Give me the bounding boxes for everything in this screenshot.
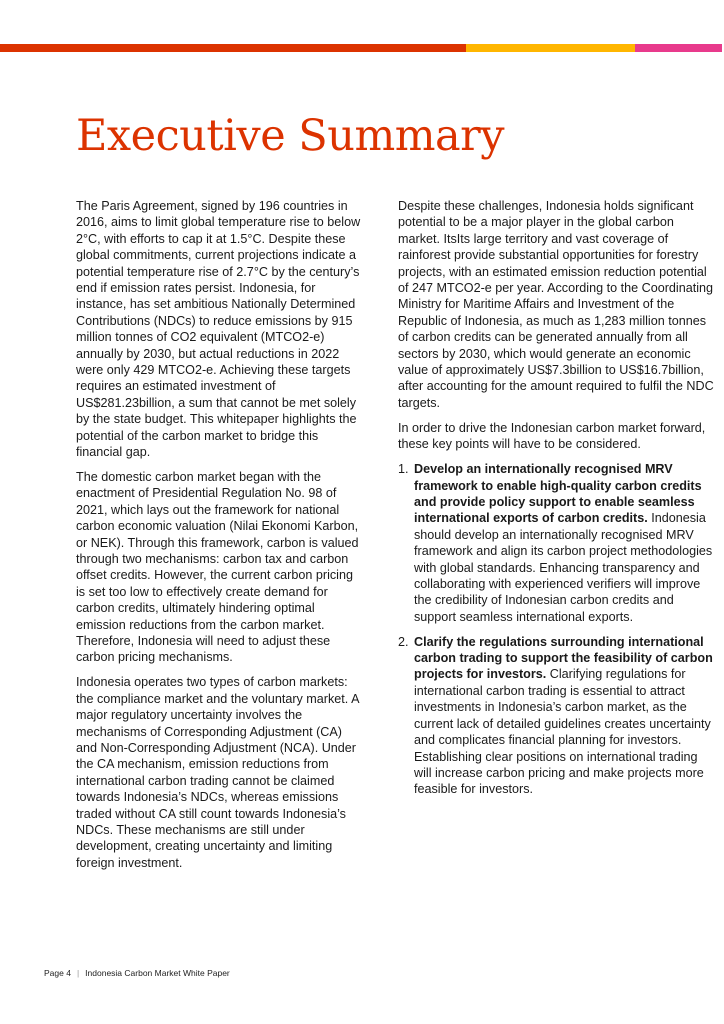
left-column <box>76 198 361 880</box>
key-point-number: 2. <box>398 634 409 649</box>
key-point-body: Indonesia should develop an internationally recognised MRV framework and align its carbon project methodologies with global standards. Enhancing transparency and collaborating with experienced verifiers will improve the credibility of Indonesian carbon credits and support seamless international exports. <box>414 511 713 624</box>
color-bar-yellow-segment <box>466 44 635 52</box>
key-point-heading: Clarify the regulations surrounding international carbon trading to support the feasibility of carbon projects for investors. <box>414 634 713 682</box>
right-column <box>398 198 716 806</box>
key-point-body: Clarifying regulations for international carbon trading is essential to attract investments in Indonesia’s carbon market, as the current lack of detailed guidelines creates uncertainty and complicates financial planning for investors. Establishing clear positions on international trading will increase carbon pricing and make projects more feasible for investors. <box>414 667 711 797</box>
paragraph-domestic-carbon-market: The domestic carbon market began with the enactment of Presidential Regulation No. 98 of 2021, which lays out the framework for national carbon economic valuation (Nilai Ekonomi Karbon, or NEK). Through this framework, carbon is valued through two mechanisms: carbon tax and carbon offset credits. However, the current carbon pricing is set too low to effectively create demand for carbon credits, ultimately hindering optimal emission reductions from the carbon market. Therefore, Indonesia will need to adjust these carbon pricing mechanisms. <box>76 470 359 665</box>
color-bar-red-segment <box>0 44 466 52</box>
page-number: Page 4 <box>44 968 71 978</box>
decorative-color-bar <box>0 44 722 52</box>
key-point-item <box>398 461 716 625</box>
key-point-item <box>398 634 716 798</box>
color-bar-pink-segment <box>635 44 722 52</box>
key-point-heading: Develop an internationally recognised MRV framework to enable high-quality carbon credits and provide policy support to enable seamless international exports of carbon credits. <box>414 462 702 526</box>
document-title: Indonesia Carbon Market White Paper <box>85 968 230 978</box>
page-title: Executive Summary <box>76 111 504 161</box>
key-points-list <box>398 461 716 798</box>
footer-separator: | <box>76 968 80 978</box>
key-point-number: 1. <box>398 462 409 477</box>
paragraph-key-points-intro: In order to drive the Indonesian carbon market forward, these key points will have to be considered. <box>398 420 706 452</box>
paragraph-paris-agreement: The Paris Agreement, signed by 196 countries in 2016, aims to limit global temperature rise to below 2°C, with efforts to cap it at 1.5°C. Despite these global commitments, current projections indicate a potential temperature rise of 2.7°C by the century’s end if emission rates persist. Indonesia, for instance, has set ambitious Nationally Determined Contributions (NDCs) to reduce emissions by 915 million tonnes of CO2 equivalent (MTCO2-e) annually by 2030, but actual reductions in 2022 were only 429 MTCO2-e. Achieving these targets requires an estimated investment of US$281.23billion, a sum that cannot be met solely by the state budget. This whitepaper highlights the potential of the carbon market to bridge this financial gap. <box>76 199 361 460</box>
paragraph-indonesia-potential: Despite these challenges, Indonesia holds significant potential to be a major player in the global carbon market. ItsIts large territory and vast coverage of rainforest provide substantial opportunities for forestry projects, with an estimated emission reduction potential of 247 MTCO2-e per year. According to the Coordinating Ministry for Maritime Affairs and Investment of the Republic of Indonesia, as much as 1,283 million tonnes of carbon credits can be generated annually from all sectors by 2030, which would generate an economic value of approximately US$7.3billion to US$16.7billion, after accounting for the amount required to fulfil the NDC targets. <box>398 199 714 410</box>
paragraph-market-types: Indonesia operates two types of carbon markets: the compliance market and the voluntary market. A major regulatory uncertainty involves the mechanisms of Corresponding Adjustment (CA) and Non-Corresponding Adjustment (NCA). Under the CA mechanism, emission reductions from international carbon trading cannot be claimed towards Indonesia’s NDCs, whereas emissions traded without CA still count towards Indonesia’s NDCs. These mechanisms are still under development, creating uncertainty and limiting foreign investment. <box>76 675 359 870</box>
page-footer <box>44 968 230 978</box>
